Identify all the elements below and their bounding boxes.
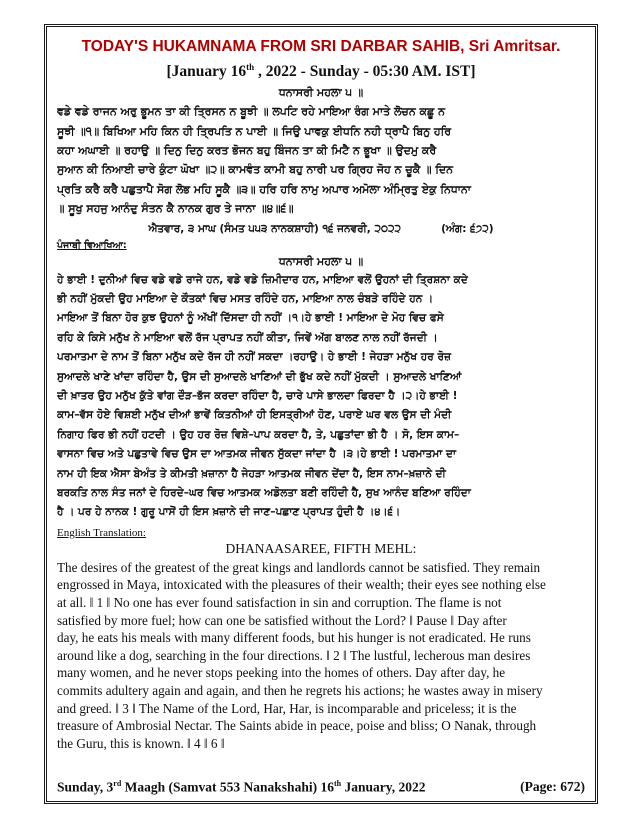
english-line: day, he eats his meals with many different foods, but his hunger is not eradicated. He runs bbox=[57, 630, 531, 646]
date-prefix: [January 16 bbox=[166, 63, 247, 81]
punjabi-line: ਵਾਸਨਾ ਵਿਚ ਅਤੇ ਪਛੁਤਾਵੇ ਵਿਚ ਉਸ ਦਾ ਆਤਮਕ ਜੀਵਨ ਸੁੱਕਦਾ ਜਾਂਦਾ ਹੈ ।੩।ਹੇ ਭਾਈ ! ਪਰਮਾਤਮਾ ਦਾ bbox=[57, 448, 457, 461]
gurbani-text bbox=[57, 102, 585, 218]
date-suffix: , 2022 - Sunday - 05:30 AM. IST] bbox=[254, 63, 476, 81]
page-title bbox=[57, 37, 585, 57]
punjabi-line: ਸੁਆਦਲੇ ਖਾਣੇ ਖਾਂਦਾ ਰਹਿੰਦਾ ਹੈ, ਉਸ ਦੀ ਸੁਆਦਲੇ ਖਾਣਿਆਂ ਦੀ ਭੁੱਖ ਕਦੇ ਨਹੀਂ ਮੁੱਕਦੀ । ਸੁਆਦਲੇ ਖਾਣਿਆਂ bbox=[57, 370, 462, 383]
punjabi-translation bbox=[57, 271, 585, 523]
footer-date-part3: January, 2022 bbox=[341, 779, 426, 794]
gurmukhi-date: ਐਤਵਾਰ, ੩ ਮਾਘ (ਸੰਮਤ ੫੫੩ ਨਾਨਕਸ਼ਾਹੀ) ੧੬ ਜਨਵਰੀ, ੨੦੨੨ bbox=[148, 222, 402, 235]
english-line: The desires of the greatest of the great kings and landlords cannot be satisfied. They remain bbox=[57, 559, 541, 575]
punjabi-line: ਨਾਮ ਹੀ ਇਕ ਐਸਾ ਬੇਅੰਤ ਤੇ ਕੀਮਤੀ ਖ਼ਜ਼ਾਨਾ ਹੈ ਜੇਹੜਾ ਆਤਮਕ ਜੀਵਨ ਦੇਂਦਾ ਹੈ, ਇਸ ਨਾਮ–ਖ਼ਜ਼ਾਨੇ ਦੀ bbox=[57, 467, 446, 480]
footer-date-sup1: rd bbox=[113, 778, 122, 788]
page-date bbox=[57, 57, 585, 82]
footer-date-sup2: th bbox=[333, 778, 342, 788]
punjabi-line: ਮਾਇਆ ਤੋਂ ਬਿਨਾ ਹੋਰ ਕੁਝ ਉਹਨਾਂ ਨੂੰ ਅੱਖੀਂ ਦਿੱਸਦਾ ਹੀ ਨਹੀਂ ।੧।ਹੇ ਭਾਈ ! ਮਾਇਆ ਦੇ ਮੋਹ ਵਿਚ ਫਸੇ bbox=[57, 312, 444, 325]
punjabi-line: ਬਰਕਤਿ ਨਾਲ ਸੰਤ ਜਨਾਂ ਦੇ ਹਿਰਦੇ–ਘਰ ਵਿਚ ਆਤਮਕ ਅਡੋਲਤਾ ਬਣੀ ਰਹਿੰਦੀ ਹੈ, ਸੁਖ ਆਨੰਦ ਬਣਿਆ ਰਹਿੰਦਾ bbox=[57, 487, 471, 500]
gurbani-line: ॥ ਸੂਖੁ ਸਹਜੁ ਆਨੰਦੁ ਸੰਤਨ ਕੈ ਨਾਨਕ ਗੁਰ ਤੇ ਜਾਨਾ ॥੪॥੬॥ bbox=[57, 202, 294, 216]
title-place: Sri Amritsar. bbox=[468, 38, 561, 55]
english-line: at all. ‖ 1 ‖ No one has ever found satisfaction in sin and corruption. The flame is not bbox=[57, 595, 502, 611]
english-line: engrossed in Maya, intoxicated with the pleasures of their wealth; their eyes see nothing else bbox=[57, 577, 546, 593]
english-line: and greed. ‖ 3 ‖ The Name of the Lord, Har, Har, is incomparable and priceless; it is the bbox=[57, 700, 517, 716]
gurbani-line: ਕਹਾ ਅਘਾਈ ॥ ਰਹਾਉ ॥ ਦਿਨੁ ਦਿਨੁ ਕਰਤ ਭੋਜਨ ਬਹੁ ਬਿੰਜਨ ਤਾ ਕੀ ਮਿਟੈ ਨ ਭੂਖਾ ॥ ਉਦਮੁ ਕਰੈ bbox=[57, 143, 437, 157]
ang-number: (ਅੰਗ: ੬੭੨) bbox=[441, 222, 494, 235]
gurmukhi-date-row bbox=[57, 223, 585, 236]
english-line: treasure of Ambrosial Nectar. The Saints abide in peace, poise and bliss; O Nanak, through bbox=[57, 718, 537, 734]
gurbani-heading: ਧਨਾਸਰੀ ਮਹਲਾ ੫ ॥ bbox=[278, 86, 364, 100]
punjabi-line: ਕਾਮ–ਵੱਸ ਹੋਏ ਵਿਸ਼ਈ ਮਨੁੱਖ ਦੀਆਂ ਭਾਵੇਂ ਕਿਤਨੀਆਂ ਹੀ ਇਸਤ੍ਰੀਆਂ ਹੋਣ, ਪਰਾਏ ਘਰ ਵਲ ਉਸ ਦੀ ਮੰਦੀ bbox=[57, 409, 452, 422]
english-heading: DHANAASAREE, FIFTH MEHL: bbox=[225, 540, 417, 556]
footer-date-row bbox=[57, 779, 585, 796]
english-line: many women, and he never stops peeking into the homes of others. Day after day, he bbox=[57, 665, 506, 681]
gurbani-line: ਪ੍ਰਤਿ ਕਰੈ ਕਰੈ ਪਛੁਤਾਪੈ ਸੋਗ ਲੋਭ ਮਹਿ ਸੂਕੈ ॥੩॥ ਹਰਿ ਹਰਿ ਨਾਮੁ ਅਪਾਰ ਅਮੋਲਾ ਅੰਮ੍ਰਿਤੁ ਏਕੁ ਨਿਧਾਨਾ bbox=[57, 182, 471, 196]
punjabi-line: ਹੇ ਭਾਈ ! ਦੁਨੀਆਂ ਵਿਚ ਵਡੇ ਵਡੇ ਰਾਜੇ ਹਨ, ਵਡੇ ਵਡੇ ਜ਼ਿਮੀਦਾਰ ਹਨ, ਮਾਇਆ ਵਲੋਂ ਉਹਨਾਂ ਦੀ ਤ੍ਰਿਸ਼ਨਾ ਕਦੇ bbox=[57, 273, 468, 286]
english-section-label: English Translation: bbox=[57, 526, 146, 539]
english-line: commits adultery again and again, and then he regrets his actions; he wastes away in misery bbox=[57, 683, 543, 699]
gurbani-line: ਵਡੇ ਵਡੇ ਰਾਜਨ ਅਰੁ ਭੂਮਨ ਤਾ ਕੀ ਤ੍ਰਿਸਨ ਨ ਬੂਝੀ ॥ ਲਪਟਿ ਰਹੇ ਮਾਇਆ ਰੰਗ ਮਾਤੇ ਲੋਚਨ ਕਛੂ ਨ bbox=[57, 105, 445, 119]
footer-page-number: (Page: 672) bbox=[520, 778, 585, 794]
punjabi-line: ਭੀ ਨਹੀਂ ਮੁੱਕਦੀ ਉਹ ਮਾਇਆ ਦੇ ਕੌਤਕਾਂ ਵਿਚ ਮਸਤ ਰਹਿੰਦੇ ਹਨ, ਮਾਇਆ ਨਾਲ ਚੰਬੜੇ ਰਹਿੰਦੇ ਹਨ । bbox=[57, 293, 434, 305]
punjabi-line: ਹੈ । ਪਰ ਹੇ ਨਾਨਕ ! ਗੁਰੂ ਪਾਸੋਂ ਹੀ ਇਸ ਖ਼ਜ਼ਾਨੇ ਦੀ ਜਾਣ–ਪਛਾਣ ਪ੍ਰਾਪਤ ਹੁੰਦੀ ਹੈ ।੪।੬। bbox=[57, 506, 401, 519]
punjabi-heading: ਧਨਾਸਰੀ ਮਹਲਾ ੫ ॥ bbox=[278, 254, 364, 268]
gurbani-line: ਸੂਝੀ ॥੧॥ ਬਿਖਿਆ ਮਹਿ ਕਿਨ ਹੀ ਤ੍ਰਿਪਤਿ ਨ ਪਾਈ ॥ ਜਿਉ ਪਾਵਕੁ ਈਧਨਿ ਨਹੀ ਧ੍ਰਾਪੈ ਬਿਨੁ ਹਰਿ bbox=[57, 124, 452, 138]
english-line: the Guru, this is known. ‖ 4 ‖ 6 ‖ bbox=[57, 735, 225, 751]
title-main: TODAY'S HUKAMNAMA FROM SRI DARBAR SAHIB, bbox=[81, 38, 469, 55]
footer-date-part2: Maagh (Samvat 553 Nanakshahi) 16 bbox=[121, 779, 334, 794]
punjabi-line: ਨਿਗਾਹ ਫਿਰ ਭੀ ਨਹੀਂ ਹਟਦੀ । ਉਹ ਹਰ ਰੋਜ਼ ਵਿਸ਼ੇ–ਪਾਪ ਕਰਦਾ ਹੈ, ਤੇ, ਪਛੁਤਾਂਦਾ ਭੀ ਹੈ । ਸੋ, ਇਸ ਕਾਮ– bbox=[57, 428, 460, 441]
date-sup: th bbox=[246, 62, 255, 72]
gurbani-line: ਸੁਆਨ ਕੀ ਨਿਆਈ ਚਾਰੇ ਕੁੰਟਾ ਘੋਖਾ ॥੨॥ ਕਾਮਵੰਤ ਕਾਮੀ ਬਹੁ ਨਾਰੀ ਪਰ ਗ੍ਰਿਹ ਜੋਹ ਨ ਚੂਕੈ ॥ ਦਿਨ bbox=[57, 163, 454, 177]
footer-date bbox=[57, 779, 425, 796]
punjabi-line: ਦੀ ਖ਼ਾਤਰ ਉਹ ਮਨੁੱਖ ਕੁੱਤੇ ਵਾਂਗ ਦੌੜ–ਭੱਜ ਕਰਦਾ ਰਹਿੰਦਾ ਹੈ, ਚਾਰੇ ਪਾਸੇ ਭਾਲਦਾ ਫਿਰਦਾ ਹੈ ।੨।ਹੇ ਭਾਈ ! bbox=[57, 390, 458, 403]
punjabi-line: ਰਹਿ ਕੇ ਕਿਸੇ ਮਨੁੱਖ ਨੇ ਮਾਇਆ ਵਲੋਂ ਰੱਜ ਪ੍ਰਾਪਤ ਨਹੀਂ ਕੀਤਾ, ਜਿਵੇਂ ਅੱਗ ਬਾਲਣ ਨਾਲ ਨਹੀਂ ਰੱਜਦੀ । bbox=[57, 331, 438, 344]
english-line: around like a dog, searching in the four directions. ‖ 2 ‖ The lustful, lecherous man desires bbox=[57, 647, 531, 663]
english-line: satisfied by more fuel; how can one be satisfied without the Lord? ‖ Pause ‖ Day after bbox=[57, 612, 507, 628]
punjabi-section-label: ਪੰਜਾਬੀ ਵਿਆਖਿਆ: bbox=[57, 239, 127, 251]
footer-date-part1: Sunday, 3 bbox=[57, 779, 114, 794]
hukamnama-page bbox=[44, 24, 598, 804]
english-translation bbox=[57, 559, 585, 753]
punjabi-line: ਪਰਮਾਤਮਾ ਦੇ ਨਾਮ ਤੋਂ ਬਿਨਾ ਮਨੁੱਖ ਕਦੇ ਰੱਜ ਹੀ ਨਹੀਂ ਸਕਦਾ ।ਰਹਾਉ। ਹੇ ਭਾਈ ! ਜੇਹੜਾ ਮਨੁੱਖ ਹਰ ਰੋਜ਼ bbox=[57, 351, 451, 364]
